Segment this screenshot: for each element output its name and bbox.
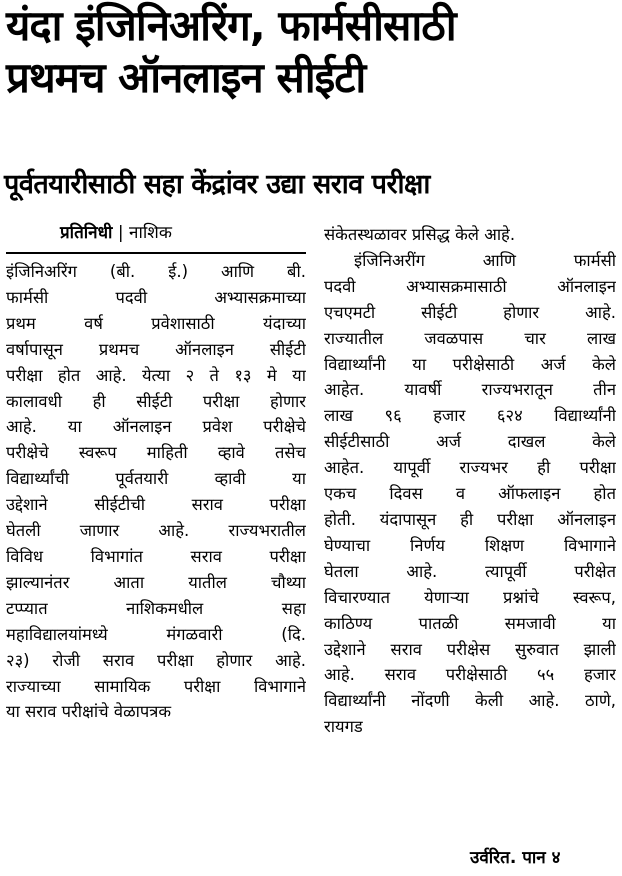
article-line: पदवी अभ्यासक्रमासाठी ऑनलाइन bbox=[324, 276, 616, 296]
article-line: काठिण्य पातळी समजावी या bbox=[324, 613, 616, 633]
continued-on-page: उर्वरित. पान ४ bbox=[470, 848, 561, 868]
article-line: या सराव परीक्षांचे वेळापत्रक bbox=[6, 702, 172, 722]
article-line: टप्प्यात नाशिकमधील सहा bbox=[6, 598, 306, 618]
headline-line-2: प्रथमच ऑनलाइन सीईटी bbox=[6, 53, 366, 102]
article-line: आहे. सराव परीक्षेसाठी ५५ हजार bbox=[324, 665, 616, 685]
article-line: इंजिनिअरिंग (बी. ई.) आणि बी. bbox=[6, 262, 306, 281]
article-line: संकेतस्थळावर प्रसिद्ध केले आहे. bbox=[324, 225, 516, 244]
article-column-1 bbox=[6, 259, 306, 725]
article-line: कालावधी ही सीईटी परीक्षा होणार bbox=[6, 391, 306, 411]
byline-reporter: प्रतिनिधी bbox=[60, 223, 113, 243]
headline bbox=[6, 0, 618, 104]
article-line: परीक्षा होत आहे. येत्या २ ते १३ मे या bbox=[6, 365, 306, 385]
article-line: एचएमटी सीईटी होणार आहे. bbox=[324, 302, 616, 322]
article-line: घेतला आहे. त्यापूर्वी परीक्षेत bbox=[324, 561, 616, 581]
article-line: फार्मसी पदवी अभ्यासक्रमाच्या bbox=[6, 287, 306, 307]
article-line: आहेत. यापूर्वी राज्यभर ही परीक्षा bbox=[324, 458, 616, 478]
article-line: विविध विभागांत सराव परीक्षा bbox=[6, 546, 306, 566]
article-line: सीईटीसाठी अर्ज दाखल केले bbox=[324, 432, 616, 452]
article-line: घेतली जाणार आहे. राज्यभरातील bbox=[6, 521, 306, 541]
headline-line-1: यंदा इंजिनिअरिंग, फार्मसीसाठी bbox=[6, 1, 456, 50]
article-line: घेण्याचा निर्णय शिक्षण विभागाने bbox=[324, 535, 616, 555]
article-line: आहेत. यावर्षी राज्यभरातून तीन bbox=[324, 380, 616, 400]
article-line: इंजिनिअरींग आणि फार्मसी bbox=[354, 250, 616, 270]
article-line: विद्यार्थ्यांनी या परीक्षेसाठी अर्ज केले bbox=[324, 354, 616, 374]
article-line: राज्यातील जवळपास चार लाख bbox=[324, 328, 616, 348]
article-line: आहे. या ऑनलाइन प्रवेश परीक्षेचे bbox=[6, 417, 306, 437]
article-column-2 bbox=[324, 222, 616, 740]
article-line: परीक्षेचे स्वरूप माहिती व्हावे तसेच bbox=[6, 443, 306, 463]
article-line: होती. यंदापासून ही परीक्षा ऑनलाइन bbox=[324, 509, 616, 529]
article-line: विद्यार्थ्यांनी नोंदणी केली आहे. ठाणे, bbox=[324, 691, 616, 711]
article-line: महाविद्यालयांमध्ये मंगळवारी (दि. bbox=[6, 624, 306, 644]
article-line: विद्यार्थ्यांची पूर्वतयारी व्हावी या bbox=[6, 469, 306, 489]
article-line: वर्षापासून प्रथमच ऑनलाइन सीईटी bbox=[6, 339, 306, 359]
article-line: प्रथम वर्ष प्रवेशासाठी यंदाच्या bbox=[6, 313, 306, 333]
byline-city: नाशिक bbox=[129, 223, 172, 243]
byline-divider bbox=[6, 252, 306, 254]
article-line: राज्याच्या सामायिक परीक्षा विभागाने bbox=[6, 676, 306, 696]
byline-separator: | bbox=[117, 223, 124, 243]
article-line: उद्देशाने सीईटीची सराव परीक्षा bbox=[6, 495, 306, 515]
article-line: लाख ९६ हजार ६२४ विद्यार्थ्यांनी bbox=[324, 406, 616, 426]
article-line: २३) रोजी सराव परीक्षा होणार आहे. bbox=[6, 650, 306, 670]
byline bbox=[60, 222, 172, 244]
article-line: उद्देशाने सराव परीक्षेस सुरुवात झाली bbox=[324, 639, 616, 659]
article-line: रायगड bbox=[324, 717, 363, 737]
article-line: झाल्यानंतर आता यातील चौथ्या bbox=[6, 572, 306, 592]
article-line: विचारण्यात येणाऱ्या प्रश्नांचे स्वरूप, bbox=[324, 587, 616, 607]
article-line: एकच दिवस व ऑफलाइन होत bbox=[324, 484, 616, 504]
subheadline: पूर्वतयारीसाठी सहा केंद्रांवर उद्या सराव परीक्षा bbox=[4, 169, 430, 200]
